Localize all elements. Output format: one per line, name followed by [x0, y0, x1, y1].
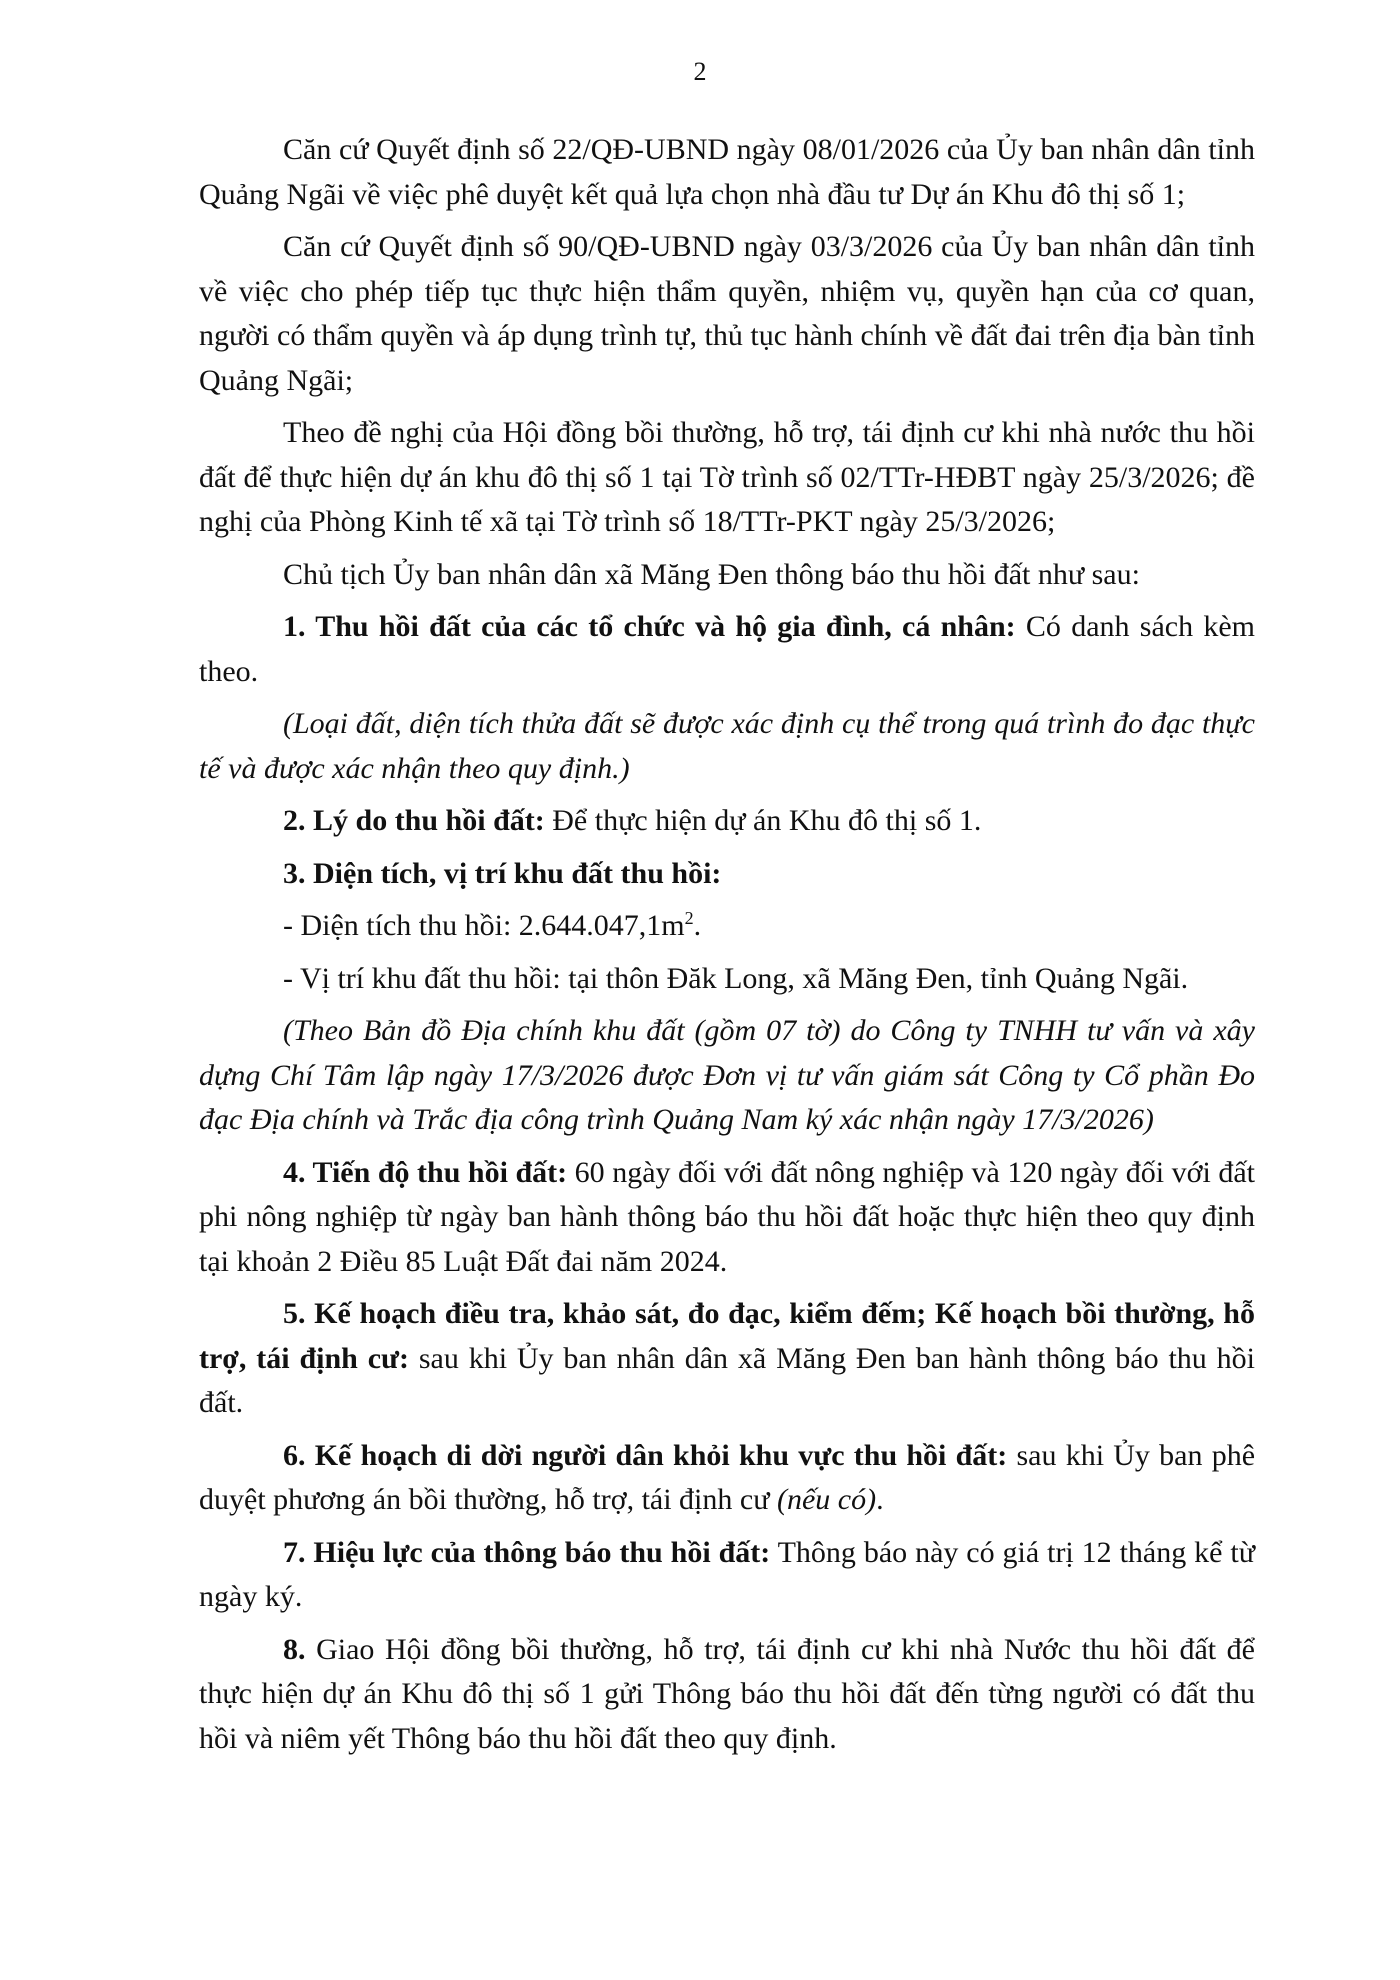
section-3-area-end: .	[693, 909, 702, 942]
section-1-note: (Loại đất, diện tích thửa đất sẽ được xác định cụ thể trong quá trình đo đạc thực tế và được xác nhận theo quy định.)	[199, 707, 1255, 785]
section-4-text: 60 ngày đối với đất nông nghiệp và 120 ngày đối với đất phi nông nghiệp từ ngày ban hành thông báo thu hồi đất hoặc thực hiện theo quy định tại khoản 2 Điều 85 Luật Đất đai năm 2024.	[199, 1155, 1255, 1278]
section-7-title: 7. Hiệu lực của thông báo thu hồi đất:	[283, 1535, 771, 1569]
paragraph-announcement: Chủ tịch Ủy ban nhân dân xã Măng Đen thông báo thu hồi đất như sau:	[283, 557, 1140, 591]
section-6-text: sau khi Ủy ban phê duyệt phương án bồi thường, hỗ trợ, tái định cư	[199, 1438, 1256, 1516]
section-1	[199, 605, 1255, 694]
section-3-location: - Vị trí khu đất thu hồi: tại thôn Đăk Long, xã Măng Đen, tỉnh Quảng Ngãi.	[283, 961, 1189, 995]
section-3-area-text: - Diện tích thu hồi: 2.644.047,1m	[283, 909, 685, 942]
section-2-title: 2. Lý do thu hồi đất:	[283, 804, 545, 837]
section-1-text: Có danh sách kèm theo.	[199, 610, 1255, 688]
document-body	[199, 128, 1255, 1769]
section-6-title: 6. Kế hoạch di dời người dân khỏi khu vực thu hồi đất:	[283, 1438, 1008, 1472]
section-7	[199, 1531, 1255, 1620]
section-3-area	[199, 904, 1255, 949]
section-5	[199, 1292, 1255, 1426]
section-6	[199, 1434, 1255, 1523]
paragraph-basis-decision-90: Căn cứ Quyết định số 90/QĐ-UBND ngày 03/3/2026 của Ủy ban nhân dân tỉnh về việc cho phép tiếp tục thực hiện thẩm quyền, nhiệm vụ, quyền hạn của cơ quan, người có thẩm quyền và áp dụng trình tự, thủ tục hành chính về đất đai trên địa bàn tỉnh Quảng Ngãi;	[199, 230, 1255, 397]
section-5-title: 5. Kế hoạch điều tra, khảo sát, đo đạc, kiểm đếm; Kế hoạch bồi thường, hỗ trợ, tái định cư:	[199, 1297, 1255, 1375]
section-8-title: 8.	[283, 1632, 306, 1666]
section-3-title: 3. Diện tích, vị trí khu đất thu hồi:	[283, 856, 722, 890]
section-6-end: .	[876, 1483, 884, 1516]
paragraph-proposal: Theo đề nghị của Hội đồng bồi thường, hỗ trợ, tái định cư khi nhà nước thu hồi đất để thực hiện dự án khu đô thị số 1 tại Tờ trình số 02/TTr-HĐBT ngày 25/3/2026; đề nghị của Phòng Kinh tế xã tại Tờ trình số 18/TTr-PKT ngày 25/3/2026;	[199, 416, 1255, 538]
section-3	[199, 852, 1255, 897]
section-5-text: sau khi Ủy ban nhân dân xã Măng Đen ban hành thông báo thu hồi đất.	[199, 1341, 1255, 1419]
section-4-title: 4. Tiến độ thu hồi đất:	[283, 1155, 568, 1189]
section-8-text: Giao Hội đồng bồi thường, hỗ trợ, tái định cư khi nhà Nước thu hồi đất để thực hiện dự án Khu đô thị số 1 gửi Thông báo thu hồi đất đến từng người có đất thu hồi và niêm yết Thông báo thu hồi đất theo quy định.	[199, 1632, 1255, 1755]
section-7-text: Thông báo này có giá trị 12 tháng kể từ ngày ký.	[199, 1535, 1255, 1613]
page-number: 2	[693, 57, 707, 86]
section-3-area-unit-sup: 2	[684, 908, 694, 928]
section-6-note: (nếu có)	[776, 1483, 877, 1516]
paragraph-basis-decision-22: Căn cứ Quyết định số 22/QĐ-UBND ngày 08/01/2026 của Ủy ban nhân dân tỉnh Quảng Ngãi về việc phê duyệt kết quả lựa chọn nhà đầu tư Dự án Khu đô thị số 1;	[199, 133, 1255, 211]
section-8	[199, 1628, 1255, 1762]
section-2	[199, 799, 1255, 844]
section-2-text: Để thực hiện dự án Khu đô thị số 1.	[544, 804, 982, 837]
section-1-title: 1. Thu hồi đất của các tổ chức và hộ gia đình, cá nhân:	[283, 610, 1016, 643]
section-3-note: (Theo Bản đồ Địa chính khu đất (gồm 07 tờ) do Công ty TNHH tư vấn và xây dựng Chí Tâm lập ngày 17/3/2026 được Đơn vị tư vấn giám sát Công ty Cổ phần Đo đạc Địa chính và Trắc địa công trình Quảng Nam ký xác nhận ngày 17/3/2026)	[199, 1014, 1255, 1136]
section-4	[199, 1151, 1255, 1285]
